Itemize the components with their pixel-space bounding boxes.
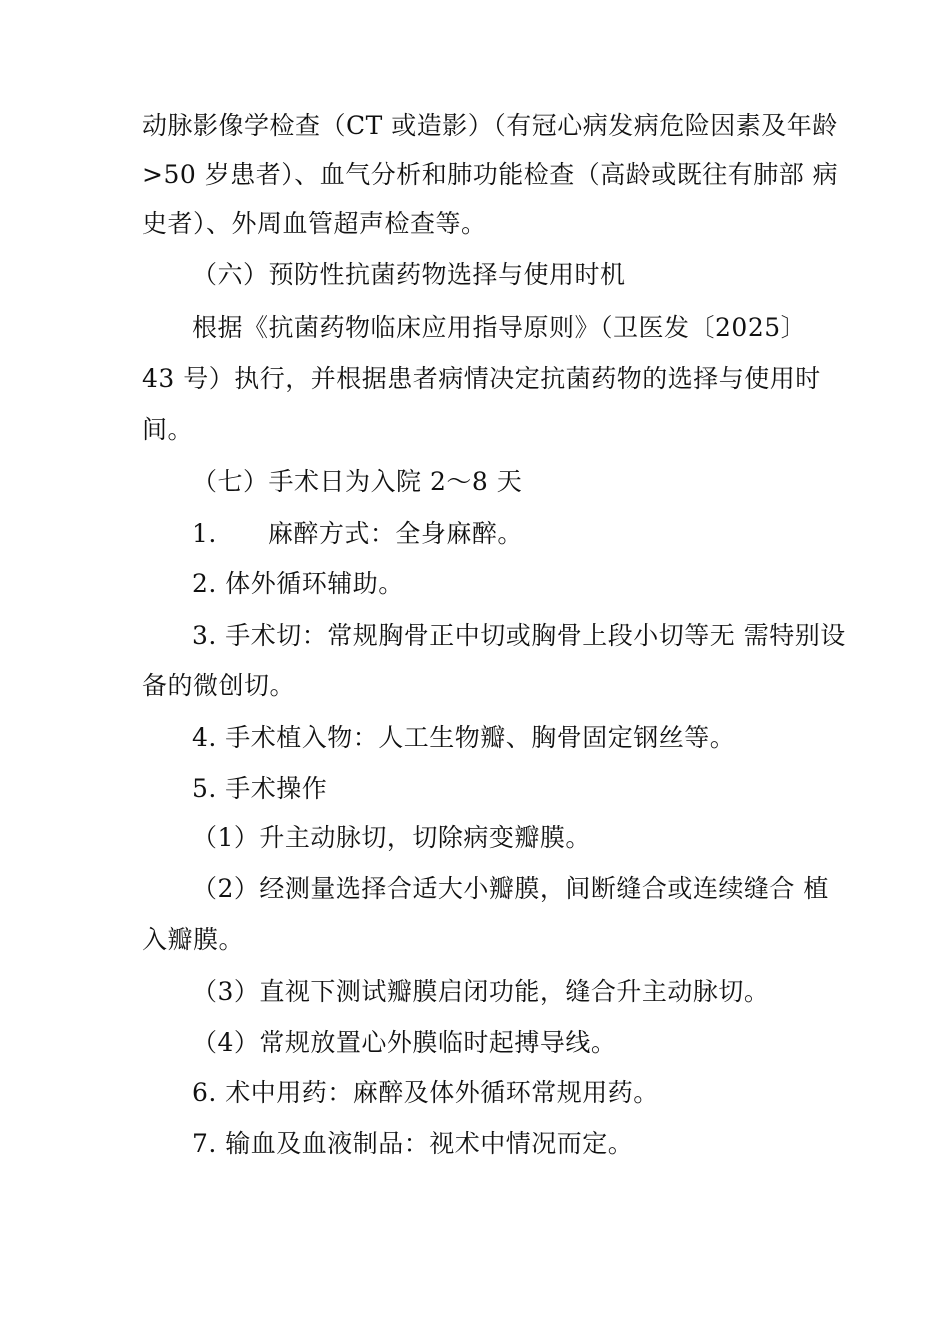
list-item: （1）升主动脉切，切除病变瓣膜。 — [192, 823, 591, 852]
text-line: 入瓣膜。 — [142, 925, 245, 954]
list-item: （3）直视下测试瓣膜启闭功能，缝合升主动脉切。 — [192, 977, 770, 1006]
list-item: （2）经测量选择合适大小瓣膜，间断缝合或连续缝合 植 — [192, 874, 829, 903]
list-item: 5. 手术操作 — [192, 774, 328, 803]
list-item: （4）常规放置心外膜临时起搏导线。 — [192, 1028, 617, 1057]
text-line: 43 号）执行，并根据患者病情决定抗菌药物的选择与使用时 — [142, 364, 821, 393]
section-heading: （六）预防性抗菌药物选择与使用时机 — [192, 260, 626, 289]
list-item: 4. 手术植入物：人工生物瓣、胸骨固定钢丝等。 — [192, 723, 736, 752]
list-item: 1. 麻醉方式：全身麻醉。 — [192, 519, 523, 548]
list-item: 2. 体外循环辅助。 — [192, 569, 404, 598]
list-item: 7. 输血及血液制品：视术中情况而定。 — [192, 1129, 634, 1158]
text-line: 史者）、外周血管超声检查等。 — [142, 209, 487, 238]
text-line: >50 岁患者）、血气分析和肺功能检查（高龄或既往有肺部 病 — [142, 160, 839, 189]
list-item: 6. 术中用药：麻醉及体外循环常规用药。 — [192, 1078, 659, 1107]
text-line: 根据《抗菌药物临床应用指导原则》（卫医发〔2025〕 — [192, 313, 807, 342]
text-line: 动脉影像学检查（CT 或造影）（有冠心病发病危险因素及年龄 — [142, 111, 838, 140]
list-item: 3. 手术切：常规胸骨正中切或胸骨上段小切等无 需特别设 — [192, 621, 846, 650]
text-line: 间。 — [142, 415, 194, 444]
section-heading: （七）手术日为入院 2〜8 天 — [192, 467, 523, 496]
text-line: 备的微创切。 — [142, 671, 296, 700]
